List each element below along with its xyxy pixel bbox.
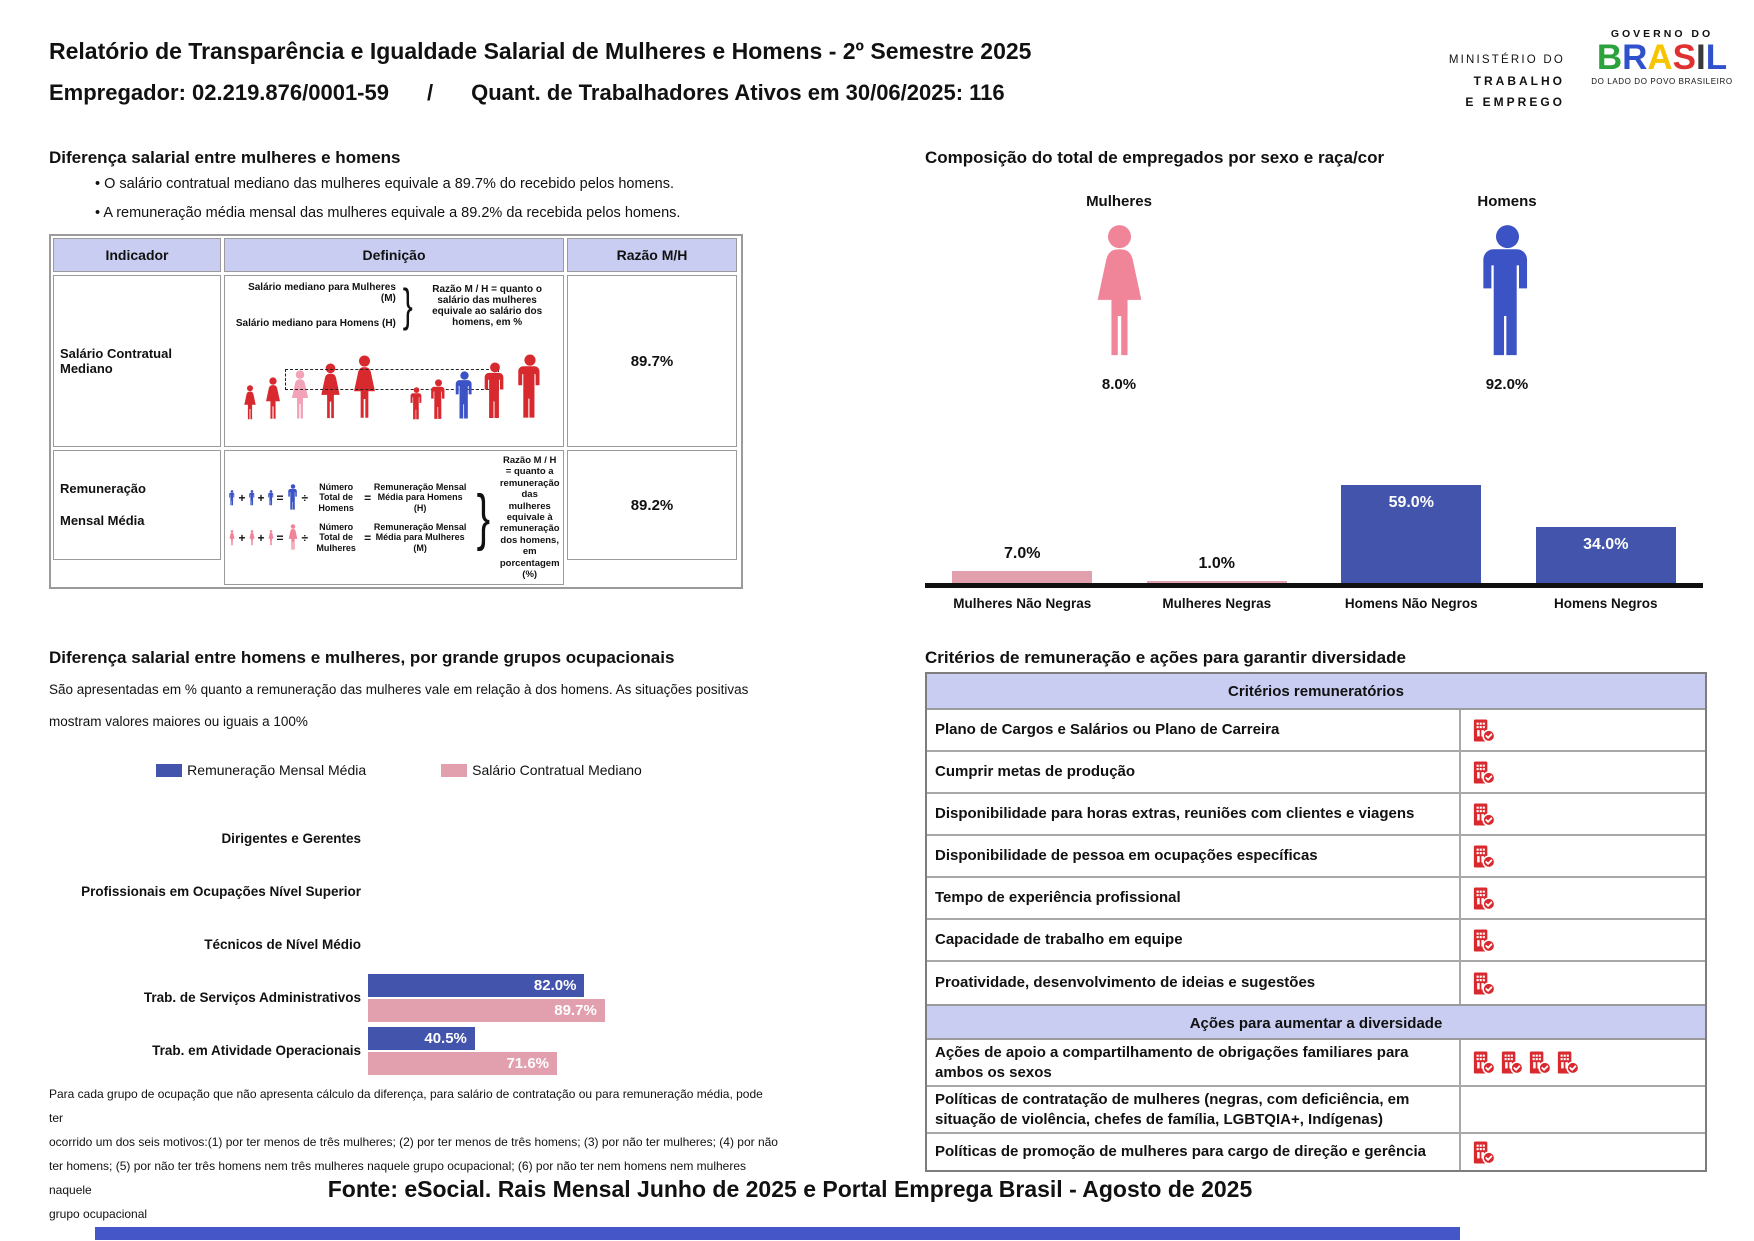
race-category-label: Mulheres Negras xyxy=(1162,596,1272,611)
bullet-item: • A remuneração média mensal das mulheres equivale a 89.2% da recebida pelos homens. xyxy=(95,205,680,221)
occupation-legend xyxy=(49,762,749,778)
race-bar xyxy=(952,571,1092,583)
brace-icon: } xyxy=(402,278,413,331)
criteria-label: Cumprir metas de produção xyxy=(927,752,1461,792)
occupation-chart xyxy=(49,812,761,1077)
company-check-icon xyxy=(1471,844,1496,869)
gov-brasil-logo: GOVERNO DO BRASIL DO LADO DO POVO BRASILEIRO xyxy=(1580,28,1744,86)
employer-id: Empregador: 02.219.876/0001-59 xyxy=(49,80,389,105)
footnote-line: ocorrido um dos seis motivos:(1) por ter menos de três mulheres; (2) por ter menos de três homens; (3) por não ter mulheres; (4) por não xyxy=(49,1135,778,1149)
occupation-bar xyxy=(368,974,584,997)
race-bar-slot xyxy=(1314,485,1509,583)
blue-swatch-icon xyxy=(156,764,182,777)
female-average-formula: + + = ÷ Número Total de Mulheres = Remuneração Mensal Média para Mulheres (M) xyxy=(228,522,467,553)
occupation-row xyxy=(49,812,761,865)
occupation-row xyxy=(49,1024,761,1077)
criteria-row xyxy=(927,710,1705,752)
race-category-label: Mulheres Não Negras xyxy=(953,596,1092,611)
action-label: Ações de apoio a compartilhamento de obrigações familiares para ambos os sexos xyxy=(927,1040,1461,1085)
action-rows xyxy=(927,1040,1705,1170)
median-salary-diagram xyxy=(224,275,564,447)
col-header-razao: Razão M/H xyxy=(567,238,737,272)
legend-item-mensal-media: Remuneração Mensal Média xyxy=(156,762,366,778)
page-title: Relatório de Transparência e Igualdade Salarial de Mulheres e Homens - 2º Semestre 2025 xyxy=(49,38,1032,64)
brace-icon: } xyxy=(476,482,491,552)
occupation-row xyxy=(49,971,761,1024)
criteria-table xyxy=(925,672,1707,1172)
footnote-line: Para cada grupo de ocupação que não apresenta cálculo da diferença, para salário de contratação ou para remuneração média, pode ter xyxy=(49,1087,763,1125)
occupation-bar-value: 82.0% xyxy=(533,976,577,994)
mean-ratio-note: Razão M / H = quanto a remuneração das mulheres equivale à remuneração dos homens, em porcentagem (%) xyxy=(499,455,560,580)
criteria-row xyxy=(927,962,1705,1004)
women-label: Mulheres xyxy=(1086,193,1152,210)
indicator-name: Salário Contratual Mediano xyxy=(53,275,221,447)
race-bar xyxy=(1341,485,1481,583)
company-check-icon xyxy=(1471,971,1496,996)
median-women-line: Salário mediano para Mulheres (M) xyxy=(248,282,396,304)
occupation-bars xyxy=(368,974,761,1022)
female-figure-icon xyxy=(267,530,275,546)
occupation-desc-2: mostram valores maiores ou iguais a 100% xyxy=(49,714,308,729)
male-figure-icon xyxy=(286,484,300,511)
criteria-row xyxy=(927,878,1705,920)
race-chart-categories xyxy=(925,596,1703,611)
median-ratio-note: Razão M / H = quanto o salário das mulheres equivale ao salário dos homens, em % xyxy=(432,283,543,328)
company-check-icon xyxy=(1471,760,1496,785)
subtitle-separator: / xyxy=(426,80,434,105)
salary-gap-bullets xyxy=(95,176,680,234)
criteria-row xyxy=(927,794,1705,836)
female-figure-icon xyxy=(262,377,284,421)
company-check-icon xyxy=(1555,1050,1580,1075)
male-average-formula: + + = ÷ Número Total de Homens = Remuneração Mensal Média para Homens (H) xyxy=(228,482,467,513)
race-bar-value: 59.0% xyxy=(1388,494,1434,512)
bullet-item: • O salário contratual mediano das mulheres equivale a 89.7% do recebido pelos homens. xyxy=(95,176,680,192)
occupation-bars xyxy=(368,1027,761,1075)
female-figure-icon xyxy=(228,530,236,546)
legend-item-contratual-mediano: Salário Contratual Mediano xyxy=(441,762,642,778)
occupation-category-label: Dirigentes e Gerentes xyxy=(221,831,361,846)
race-chart-axis xyxy=(925,583,1703,588)
male-figure-icon xyxy=(513,354,547,421)
race-bar-slot xyxy=(925,545,1120,583)
company-check-icon xyxy=(1527,1050,1552,1075)
male-figure-icon xyxy=(267,490,275,506)
occupation-row xyxy=(49,918,761,971)
female-figure-icon xyxy=(1085,224,1154,362)
occupation-bar-value: 89.7% xyxy=(554,1001,597,1019)
action-status-icons xyxy=(1461,1134,1705,1170)
composition-title: Composição do total de empregados por sexo e raça/cor xyxy=(925,148,1385,167)
women-pictogram xyxy=(925,224,1313,364)
criteria-status-icons xyxy=(1461,794,1705,834)
occupation-bar xyxy=(368,999,605,1022)
male-figure-icon xyxy=(248,490,256,506)
criteria-label: Disponibilidade de pessoa em ocupações específicas xyxy=(927,836,1461,876)
male-figure-icon xyxy=(1473,224,1542,362)
criteria-status-icons xyxy=(1461,710,1705,750)
company-check-icon xyxy=(1471,718,1496,743)
active-workers-count: Quant. de Trabalhadores Ativos em 30/06/2025: 116 xyxy=(471,80,1005,105)
occupation-category-label: Técnicos de Nível Médio xyxy=(204,937,361,952)
occupation-bar-value: 40.5% xyxy=(424,1029,467,1047)
people-row-illustration xyxy=(233,333,555,423)
occupation-title: Diferença salarial entre homens e mulheres, por grande grupos ocupacionais xyxy=(49,648,675,667)
race-category-label: Homens Não Negros xyxy=(1344,596,1478,611)
race-bar-value: 34.0% xyxy=(1583,535,1629,553)
company-check-icon xyxy=(1499,1050,1524,1075)
criteria-status-icons xyxy=(1461,878,1705,918)
race-bar-slot xyxy=(1509,527,1704,583)
mean-ratio-value: 89.2% xyxy=(567,450,737,560)
company-check-icon xyxy=(1471,1140,1496,1165)
criteria-rows xyxy=(927,710,1705,1004)
women-pictogram-slot xyxy=(925,193,1313,393)
male-figure-icon xyxy=(228,490,236,506)
occupation-row xyxy=(49,865,761,918)
race-bar-slot xyxy=(1120,555,1315,583)
occupation-category-label: Trab. de Serviços Administrativos xyxy=(143,990,361,1005)
race-bar-value: 1.0% xyxy=(1198,555,1235,573)
company-check-icon xyxy=(1471,886,1496,911)
brasil-wordmark: BRASIL xyxy=(1596,38,1728,77)
criteria-status-icons xyxy=(1461,962,1705,1004)
action-label: Políticas de contratação de mulheres (negras, com deficiência, em situação de violência, chefes de família, LGBTQIA+, Indígenas) xyxy=(927,1087,1461,1132)
action-status-icons xyxy=(1461,1040,1705,1085)
men-label: Homens xyxy=(1477,193,1537,210)
company-check-icon xyxy=(1471,1050,1496,1075)
race-bar-chart xyxy=(925,420,1703,583)
col-header-indicador: Indicador xyxy=(53,238,221,272)
race-category-label: Homens Negros xyxy=(1553,596,1658,611)
action-row xyxy=(927,1087,1705,1134)
occupation-desc-1: São apresentadas em % quanto a remuneração das mulheres vale em relação à dos homens. As situações positivas xyxy=(49,682,749,697)
footnote-line: ter homens; (5) por não ter três homens nem três mulheres naquele grupo ocupacional; (6) por não ter nem homens nem mulheres naquele xyxy=(49,1159,747,1197)
footnote-line: grupo ocupacional xyxy=(49,1207,148,1221)
criteria-row xyxy=(927,752,1705,794)
men-figures-group xyxy=(408,354,547,421)
criteria-band-remuneratorios: Critérios remuneratórios xyxy=(927,674,1705,710)
criteria-label: Capacidade de trabalho em equipe xyxy=(927,920,1461,960)
formula-rows xyxy=(228,482,467,553)
page-subtitle xyxy=(49,80,1005,106)
criteria-label: Disponibilidade para horas extras, reuniões com clientes e viagens xyxy=(927,794,1461,834)
indicator-table xyxy=(49,234,743,589)
bottom-blue-band xyxy=(95,1227,1460,1240)
occupation-bar xyxy=(368,1027,475,1050)
action-row xyxy=(927,1134,1705,1170)
male-figure-icon xyxy=(480,362,510,421)
criteria-status-icons xyxy=(1461,752,1705,792)
mean-salary-diagram xyxy=(224,450,564,585)
median-men-line: Salário mediano para Homens (H) xyxy=(235,318,396,329)
men-percentage: 92.0% xyxy=(1485,376,1529,393)
criteria-label: Plano de Cargos e Salários ou Plano de Carreira xyxy=(927,710,1461,750)
criteria-row xyxy=(927,836,1705,878)
company-check-icon xyxy=(1471,802,1496,827)
female-figure-icon xyxy=(286,524,300,551)
salary-gap-title: Diferença salarial entre mulheres e homens xyxy=(49,148,401,167)
company-check-icon xyxy=(1471,928,1496,953)
male-figure-icon xyxy=(408,387,425,421)
criteria-band-acoes: Ações para aumentar a diversidade xyxy=(927,1004,1705,1040)
occupation-category-label: Trab. em Atividade Operacionais xyxy=(152,1043,361,1058)
criteria-title: Critérios de remuneração e ações para garantir diversidade xyxy=(925,648,1406,667)
men-pictogram xyxy=(1313,224,1701,364)
female-figure-icon xyxy=(248,530,256,546)
race-bar-value: 7.0% xyxy=(1004,545,1041,563)
criteria-label: Tempo de experiência profissional xyxy=(927,878,1461,918)
occupation-footnote xyxy=(49,1082,779,1226)
col-header-definicao: Definição xyxy=(224,238,564,272)
occupation-bar xyxy=(368,1052,557,1075)
occupation-bar-value: 71.6% xyxy=(506,1054,550,1072)
action-row xyxy=(927,1040,1705,1087)
criteria-status-icons xyxy=(1461,836,1705,876)
men-pictogram-slot xyxy=(1313,193,1701,393)
indicator-name: Remuneração Mensal Média xyxy=(53,450,221,560)
criteria-row xyxy=(927,920,1705,962)
action-status-icons xyxy=(1461,1087,1705,1132)
occupation-category-label: Profissionais em Ocupações Nível Superior xyxy=(81,884,361,899)
race-bar xyxy=(1536,527,1676,583)
criteria-status-icons xyxy=(1461,920,1705,960)
female-figure-icon xyxy=(241,385,259,421)
median-ratio-value: 89.7% xyxy=(567,275,737,447)
women-percentage: 8.0% xyxy=(1101,376,1137,393)
pink-swatch-icon xyxy=(441,764,467,777)
male-figure-icon xyxy=(428,379,449,421)
ministry-logo: MINISTÉRIO DO TRABALHO E EMPREGO xyxy=(1448,54,1565,110)
criteria-label: Proatividade, desenvolvimento de ideias e sugestões xyxy=(927,962,1461,1004)
male-figure-icon xyxy=(452,371,477,421)
source-footer: Fonte: eSocial. Rais Mensal Junho de 2025 e Portal Emprega Brasil - Agosto de 2025 xyxy=(327,1176,1253,1202)
action-label: Políticas de promoção de mulheres para cargo de direção e gerência xyxy=(927,1134,1461,1170)
